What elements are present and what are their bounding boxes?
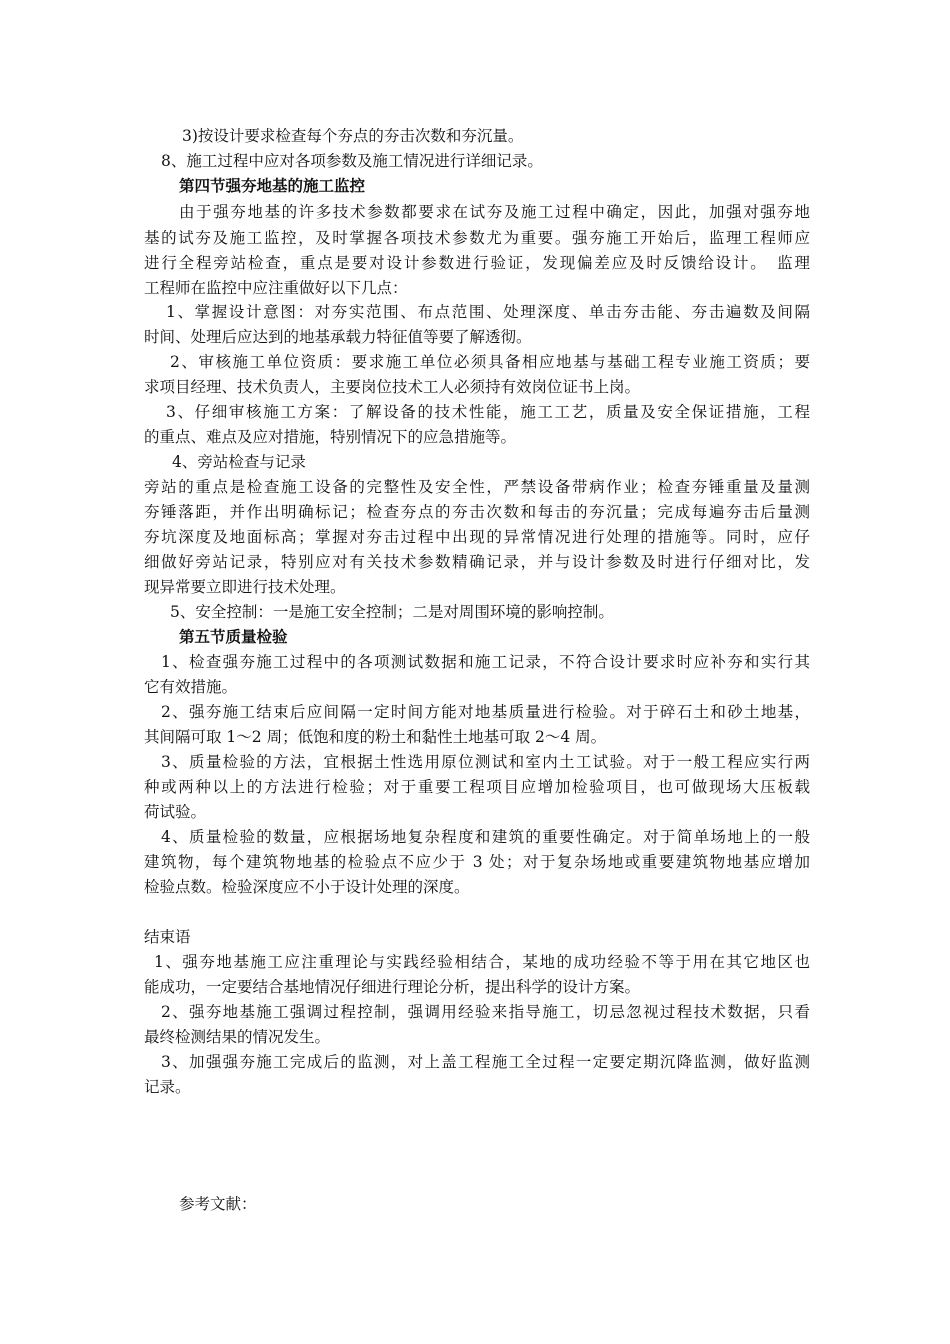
section-heading: 第五节质量检验: [179, 627, 288, 646]
text-line: 细做好旁站记录，特别应对有关技术参数精确记录，并与设计参数及时进行仔细对比，发: [144, 553, 810, 571]
text-line: 结束语: [144, 928, 191, 946]
text-line: 荷试验。: [144, 803, 207, 821]
text-line: 2、强夯施工结束后应间隔一定时间方能对地基质量进行检验。对于碎石土和砂土地基，: [161, 703, 810, 721]
text-line: 3、质量检验的方法，宜根据土性选用原位测试和室内土工试验。对于一般工程应实行两: [161, 753, 810, 771]
text-line: 夯坑深度及地面标高；掌握对夯击过程中出现的异常情况进行处理的措施等。同时，应仔: [144, 528, 810, 546]
text-line: 3、加强强夯施工完成后的监测，对上盖工程施工全过程一定要定期沉降监测，做好监测: [161, 1053, 810, 1071]
text-line: 现异常要立即进行技术处理。: [144, 578, 346, 596]
text-line: 进行全程旁站检查，重点是要对设计参数进行验证，发现偏差应及时反馈给设计。 监理: [144, 254, 810, 272]
text-line: 其间隔可取 1～2 周；低饱和度的粉土和黏性土地基可取 2～4 周。: [144, 728, 607, 746]
text-line: 5、安全控制：一是施工安全控制；二是对周围环境的影响控制。: [170, 603, 614, 621]
text-line: 1、强夯地基施工应注重理论与实践经验相结合，某地的成功经验不等于用在其它地区也: [154, 953, 810, 971]
text-line: 1、掌握设计意图：对夯实范围、布点范围、处理深度、单击夯击能、夯击遍数及间隔: [166, 303, 810, 321]
text-line: 求项目经理、技术负责人，主要岗位技术工人必须持有效岗位证书上岗。: [144, 378, 641, 396]
text-line: 2、强夯地基施工强调过程控制，强调用经验来指导施工，切忌忽视过程技术数据，只看: [161, 1003, 810, 1021]
section-heading: 第四节强夯地基的施工监控: [179, 176, 366, 195]
text-line: 建筑物，每个建筑物地基的检验点不应少于 3 处；对于复杂场地或重要建筑物地基应增加: [144, 853, 810, 871]
text-line: 记录。: [144, 1078, 191, 1096]
text-line: 由于强夯地基的许多技术参数都要求在试夯及施工过程中确定，因此，加强对强夯地: [179, 203, 810, 221]
text-line: 1、检查强夯施工过程中的各项测试数据和施工记录，不符合设计要求时应补夯和实行其: [161, 653, 810, 671]
text-line: 它有效措施。: [144, 678, 238, 696]
text-line: 4、质量检验的数量，应根据场地复杂程度和建筑的重要性确定。对于简单场地上的一般: [161, 828, 810, 846]
text-line: 旁站的重点是检查施工设备的完整性及安全性，严禁设备带病作业；检查夯锤重量及量测: [144, 478, 810, 496]
text-line: 2、审核施工单位资质：要求施工单位必须具备相应地基与基础工程专业施工资质；要: [170, 353, 810, 371]
text-line: 最终检测结果的情况发生。: [144, 1028, 331, 1046]
text-line: 3、仔细审核施工方案：了解设备的技术性能，施工工艺，质量及安全保证措施，工程: [166, 403, 810, 421]
text-line: 检验点数。检验深度应不小于设计处理的深度。: [144, 878, 470, 896]
text-line: 8、施工过程中应对各项参数及施工情况进行详细记录。: [161, 152, 543, 170]
text-line: 能成功，一定要结合基地情况仔细进行理论分析，提出科学的设计方案。: [144, 978, 641, 996]
text-line: 参考文献：: [179, 1195, 257, 1213]
text-line: 3)按设计要求检查每个夯点的夯击次数和夯沉量。: [182, 127, 524, 145]
text-line: 工程师在监控中应注重做好以下几点：: [144, 279, 408, 297]
text-line: 夯锤落距，并作出明确标记；检查夯点的夯击次数和每击的夯沉量；完成每遍夯击后量测: [144, 503, 810, 521]
text-line: 的重点、难点及应对措施，特别情况下的应急措施等。: [144, 428, 517, 446]
text-line: 时间、处理后应达到的地基承载力特征值等要了解透彻。: [144, 328, 532, 346]
text-line: 4、旁站检查与记录: [172, 453, 306, 471]
text-line: 种或两种以上的方法进行检验；对于重要工程项目应增加检验项目，也可做现场大压板载: [144, 778, 810, 796]
text-line: 基的试夯及施工监控，及时掌握各项技术参数尤为重要。强夯施工开始后，监理工程师应: [144, 229, 810, 247]
